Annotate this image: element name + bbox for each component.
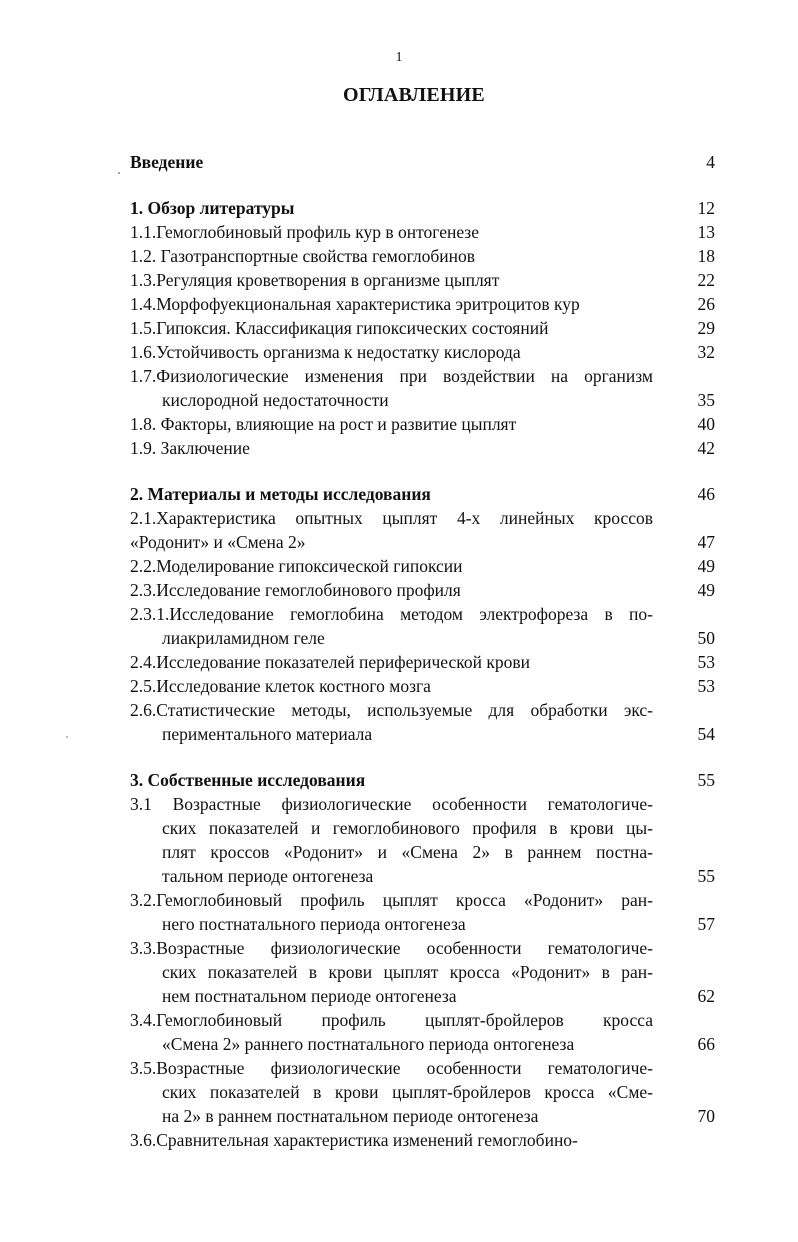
toc-page-number: 53: [697, 676, 715, 696]
toc-entry-text: ских показателей и гемоглобинового профиля в крови цы-: [162, 818, 653, 838]
table-of-contents: [130, 150, 715, 1152]
toc-page-number: 26: [697, 294, 715, 314]
toc-entry-text: 3.2.Гемоглобиновый профиль цыплят кросса «Родонит» ран-: [130, 890, 653, 910]
toc-entry-text: 3.5.Возрастные физиологические особенности гематологиче-: [130, 1058, 653, 1078]
toc-page-number: 49: [697, 580, 715, 600]
toc-section-heading: [130, 768, 715, 792]
toc-page-number: 40: [697, 414, 715, 434]
toc-entry-text: «Смена 2» раннего постнатального периода онтогенеза: [162, 1034, 575, 1054]
toc-entry-text: 3.1 Возрастные физиологические особенности гематологиче-: [130, 794, 653, 814]
toc-entry: [130, 316, 715, 340]
toc-entry: [130, 554, 715, 578]
toc-entry-text: ских показателей в крови цыплят кросса «Родонит» в ран-: [162, 962, 653, 982]
toc-page-number: 13: [697, 222, 715, 242]
toc-entry-text: 2.5.Исследование клеток костного мозга: [130, 676, 431, 696]
toc-entry: [130, 792, 715, 888]
toc-entry-text: кислородной недостаточности: [162, 390, 389, 410]
toc-entry-text: «Родонит» и «Смена 2»: [130, 532, 306, 552]
toc-entry-text: 3. Собственные исследования: [130, 770, 366, 790]
toc-entry-text: периментального материала: [162, 724, 373, 744]
toc-entry: [130, 340, 715, 364]
toc-entry-text: на 2» в раннем постнатальном периоде онтогенеза: [162, 1106, 539, 1126]
toc-page-number: 35: [697, 390, 715, 410]
toc-entry-text: лиакриламидном геле: [162, 628, 325, 648]
toc-entry-text: плят кроссов «Родонит» и «Смена 2» в раннем постна-: [162, 842, 653, 862]
toc-page-number: 55: [697, 770, 715, 790]
toc-page-number: 66: [697, 1034, 715, 1054]
page-number: 1: [395, 50, 403, 65]
toc-page-number: 12: [697, 198, 715, 218]
toc-entry-text: 1.9. Заключение: [130, 438, 250, 458]
toc-entry-text: 1.2. Газотранспортные свойства гемоглобинов: [130, 246, 476, 266]
toc-entry: [130, 220, 715, 244]
toc-entry: [130, 506, 715, 554]
toc-section-heading: [130, 482, 715, 506]
toc-page-number: 18: [697, 246, 715, 266]
toc-entry-text: 2.4.Исследование показателей периферической крови: [130, 652, 530, 672]
toc-entry: [130, 436, 715, 460]
toc-entry-text: 1.3.Регуляция кроветворения в организме цыплят: [130, 270, 500, 290]
toc-entry-text: 2.1.Характеристика опытных цыплят 4-х линейных кроссов: [130, 508, 653, 528]
toc-entry-text: 1.4.Морфофуекциональная характеристика эритроцитов кур: [130, 294, 580, 314]
toc-entry-text: 2.3.Исследование гемоглобинового профиля: [130, 580, 461, 600]
scan-speck: [66, 736, 68, 738]
toc-entry-text: 3.4.Гемоглобиновый профиль цыплят-бройлеров кросса: [130, 1010, 653, 1030]
toc-entry-text: него постнатального периода онтогенеза: [162, 914, 466, 934]
toc-entry: [130, 650, 715, 674]
toc-page-number: 53: [697, 652, 715, 672]
toc-entry-text: 1.8. Факторы, влияющие на рост и развитие цыплят: [130, 414, 517, 434]
toc-entry: [130, 578, 715, 602]
toc-page-number: 46: [697, 484, 715, 504]
toc-entry: [130, 1056, 715, 1128]
toc-page-number: 49: [697, 556, 715, 576]
toc-page-number: 70: [697, 1106, 715, 1126]
toc-page-number: 4: [706, 152, 715, 172]
toc-entry: [130, 412, 715, 436]
toc-section-heading: [130, 196, 715, 220]
toc-entry-text: нем постнатальном периоде онтогенеза: [162, 986, 457, 1006]
toc-section-heading: [130, 150, 715, 174]
page-title: ОГЛАВЛЕНИЕ: [343, 84, 485, 106]
toc-page-number: 47: [697, 532, 715, 552]
toc-entry: [130, 698, 715, 746]
toc-entry-text: ских показателей в крови цыплят-бройлеров кросса «Сме-: [162, 1082, 653, 1102]
toc-entry: [130, 1008, 715, 1056]
toc-entry-text: 2. Материалы и методы исследования: [130, 484, 431, 504]
toc-entry: [130, 1128, 715, 1152]
toc-entry: [130, 674, 715, 698]
toc-entry: [130, 602, 715, 650]
toc-entry-text: 1. Обзор литературы: [130, 198, 295, 218]
toc-entry: [130, 292, 715, 316]
toc-page-number: 29: [697, 318, 715, 338]
toc-page-number: 22: [697, 270, 715, 290]
toc-page-number: 57: [697, 914, 715, 934]
toc-entry-text: 1.6.Устойчивость организма к недостатку кислорода: [130, 342, 521, 362]
toc-entry: [130, 364, 715, 412]
toc-entry: [130, 888, 715, 936]
toc-entry-text: 1.7.Физиологические изменения при воздействии на организм: [130, 366, 653, 386]
toc-entry-text: 2.2.Моделирование гипоксической гипоксии: [130, 556, 463, 576]
toc-entry: [130, 268, 715, 292]
toc-page-number: 54: [697, 724, 715, 744]
toc-page-number: 50: [697, 628, 715, 648]
scan-speck: [118, 172, 120, 174]
toc-entry: [130, 244, 715, 268]
toc-entry-text: 1.1.Гемоглобиновый профиль кур в онтогенезе: [130, 222, 479, 242]
toc-entry-text: 3.3.Возрастные физиологические особенности гематологиче-: [130, 938, 653, 958]
toc-entry-text: 1.5.Гипоксия. Классификация гипоксических состояний: [130, 318, 549, 338]
toc-entry-text: 3.6.Сравнительная характеристика изменений гемоглобино-: [130, 1130, 578, 1150]
toc-entry: [130, 936, 715, 1008]
toc-entry-text: 2.3.1.Исследование гемоглобина методом электрофореза в по-: [130, 604, 653, 624]
toc-page-number: 55: [697, 866, 715, 886]
toc-entry-text: 2.6.Статистические методы, используемые для обработки экс-: [130, 700, 653, 720]
toc-entry-text: Введение: [130, 152, 204, 172]
toc-entry-text: тальном периоде онтогенеза: [162, 866, 374, 886]
toc-page-number: 62: [697, 986, 715, 1006]
toc-page-number: 42: [697, 438, 715, 458]
toc-page-number: 32: [697, 342, 715, 362]
